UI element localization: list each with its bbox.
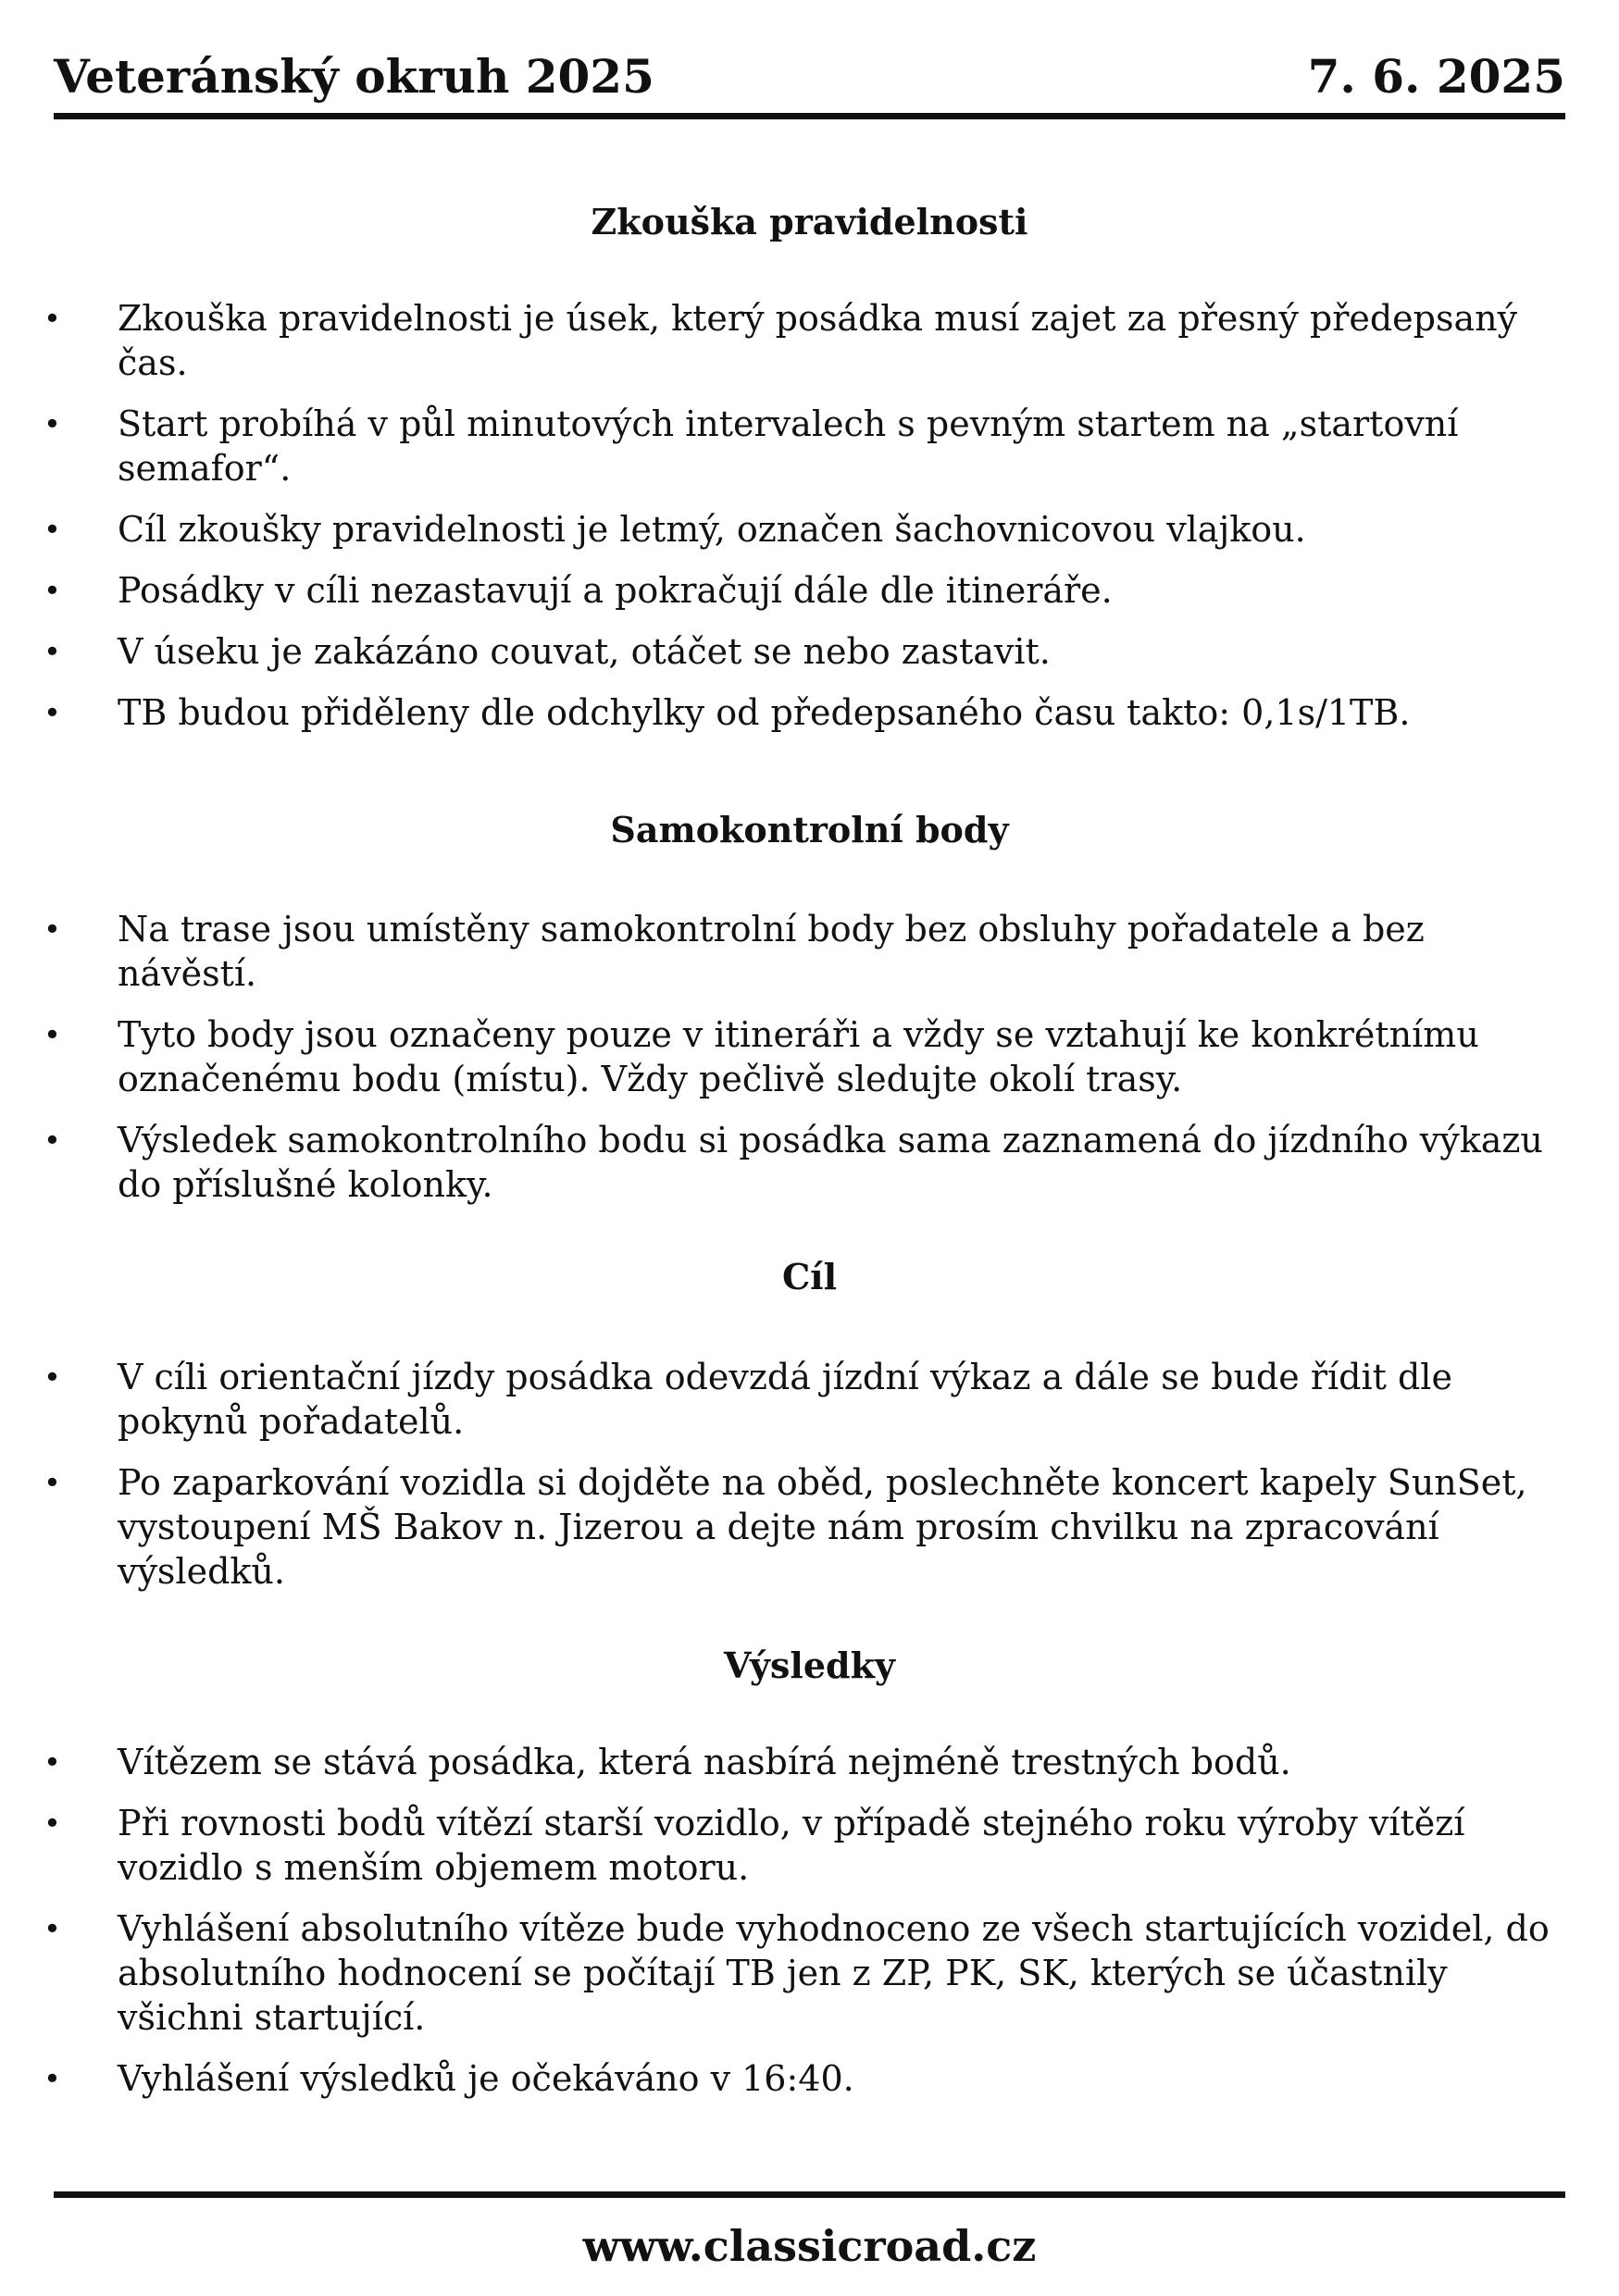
list-item: • Tyto body jsou označeny pouze v itineráři a vždy se vztahují ke konkrétnímu označenému bodu (místu). Vždy pečlivě sledujte okolí trasy. <box>44 1014 1479 1099</box>
section-list-cil <box>0 1355 1619 1610</box>
list-item: • V cíli orientační jízdy posádka odevzdá jízdní výkaz a dále se bude řídit dle pokynů pořadatelů. <box>44 1357 1452 1442</box>
section-heading-zkouska: Zkouška pravidelnosti <box>591 201 1028 242</box>
list-item: • Vyhlášení výsledků je očekáváno v 16:40. <box>44 2058 854 2099</box>
section-list-vysledky <box>0 1740 1619 2117</box>
footer-url: www.classicroad.cz <box>582 2221 1037 2271</box>
list-item: • Posádky v cíli nezastavují a pokračují dále dle itineráře. <box>44 570 1113 611</box>
section-heading-vysledky: Výsledky <box>723 1644 895 1686</box>
list-item: • Vítězem se stává posádka, která nasbírá nejméně trestných bodů. <box>44 1742 1291 1782</box>
document-title: Veteránský okruh 2025 <box>54 48 654 104</box>
header-divider <box>54 113 1565 119</box>
list-item: • Výsledek samokontrolního bodu si posádka sama zaznamená do jízdního výkazu do příslušné kolonky. <box>44 1120 1543 1205</box>
list-item: • Zkouška pravidelnosti je úsek, který posádka musí zajet za přesný předepsaný čas. <box>44 298 1518 383</box>
list-item: • TB budou přiděleny dle odchylky od předepsaného času takto: 0,1s/1TB. <box>44 692 1411 733</box>
list-item: • Po zaparkování vozidla si dojděte na oběd, poslechněte koncert kapely SunSet, vystoupení MŠ Bakov n. Jizerou a dejte nám prosím chvilku na zpracování výsledků. <box>44 1462 1527 1592</box>
document-date: 7. 6. 2025 <box>1307 48 1565 104</box>
list-item: • Start probíhá v půl minutových intervalech s pevným startem na „startovní semafor“. <box>44 403 1459 489</box>
list-item: • Na trase jsou umístěny samokontrolní body bez obsluhy pořadatele a bez návěstí. <box>44 909 1425 994</box>
section-list-zkouska <box>0 296 1619 751</box>
list-item: • Při rovnosti bodů vítězí starší vozidlo, v případě stejného roku výroby vítězí vozidlo s menším objemem motoru. <box>44 1803 1465 1888</box>
section-heading-samokontrolni: Samokontrolní body <box>610 809 1009 850</box>
footer-divider <box>54 2191 1565 2198</box>
list-item: • Vyhlášení absolutního vítěze bude vyhodnoceno ze všech startujících vozidel, do absolutního hodnocení se počítají TB jen z ZP, PK, SK, kterých se účastnily všichni startující. <box>44 1908 1550 2038</box>
section-list-samokontrolni <box>0 907 1619 1223</box>
section-heading-cil: Cíl <box>781 1256 838 1297</box>
list-item: • Cíl zkoušky pravidelnosti je letmý, označen šachovnicovou vlajkou. <box>44 509 1306 550</box>
page-header <box>54 48 1565 104</box>
list-item: • V úseku je zakázáno couvat, otáčet se nebo zastavit. <box>44 631 1051 672</box>
